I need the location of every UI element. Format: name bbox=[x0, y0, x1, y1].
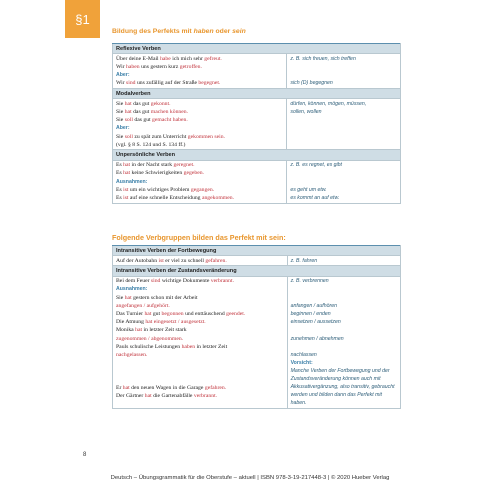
verb-highlight: hat bbox=[124, 100, 132, 107]
verb-highlight: eingesetzt / ausgesetzt. bbox=[153, 319, 206, 326]
verb-highlight: hat bbox=[145, 319, 153, 326]
example-line bbox=[116, 376, 284, 384]
note-line: sich (D) begegnen bbox=[290, 80, 333, 87]
example-text: die Gartenabfälle bbox=[151, 392, 194, 399]
verb-highlight: hat bbox=[144, 310, 152, 317]
example-text: uns zufällig auf der Straße bbox=[135, 80, 199, 87]
example-line bbox=[116, 194, 283, 202]
verb-highlight: verbrannt. bbox=[210, 278, 234, 285]
note-line bbox=[290, 71, 397, 79]
verb-highlight: zugenommen / abgenommen. bbox=[116, 335, 184, 342]
example-text: Er bbox=[116, 384, 123, 391]
example-text: das gut bbox=[131, 108, 151, 115]
example-text: Sie bbox=[116, 133, 125, 140]
section-heading-perfekt bbox=[112, 28, 246, 35]
verb-highlight: angefangen / aufgehört. bbox=[116, 302, 170, 309]
example-line bbox=[116, 359, 284, 367]
verb-highlight: haben bbox=[181, 343, 196, 350]
verb-highlight: gegangen. bbox=[190, 186, 215, 193]
note-line bbox=[290, 178, 397, 186]
verb-highlight: nachgelassen. bbox=[116, 351, 148, 358]
example-line bbox=[116, 71, 283, 79]
verb-highlight: getroffen. bbox=[179, 63, 202, 70]
verb-highlight: hat bbox=[144, 392, 152, 399]
example-text: in letzter Zeit stark bbox=[142, 327, 187, 334]
example-cell bbox=[113, 276, 288, 408]
note-line: z. B. verbrennen bbox=[290, 278, 329, 285]
verb-highlight: geendet. bbox=[226, 310, 246, 317]
example-line bbox=[116, 257, 284, 265]
example-line bbox=[116, 367, 284, 375]
example-text: in der Nacht stark bbox=[130, 162, 174, 169]
example-line bbox=[116, 326, 284, 334]
heading-em-haben: haben bbox=[193, 28, 214, 35]
verb-highlight: habe bbox=[160, 55, 171, 62]
example-text: Es bbox=[116, 170, 124, 177]
example-text: das gut bbox=[131, 100, 151, 107]
verb-highlight: sind bbox=[126, 80, 136, 87]
verb-highlight: ist bbox=[158, 257, 164, 264]
verb-highlight: begonnen bbox=[161, 310, 184, 317]
verb-highlight: soll bbox=[124, 133, 133, 140]
example-line bbox=[116, 116, 283, 124]
example-cell bbox=[113, 160, 287, 203]
exception-label: Ausnahmen: bbox=[116, 286, 148, 293]
example-line bbox=[116, 285, 284, 293]
example-text: in letzter Zeit bbox=[195, 343, 228, 350]
example-text: Es bbox=[116, 186, 124, 193]
example-line bbox=[116, 302, 284, 310]
example-cell bbox=[113, 99, 287, 150]
verb-highlight: gekommen sein. bbox=[187, 133, 226, 140]
page-number: 8 bbox=[83, 452, 87, 458]
example-text: den neuen Wagen in die Garage bbox=[129, 384, 205, 391]
note-cell bbox=[287, 99, 401, 150]
example-line bbox=[116, 55, 283, 63]
example-line bbox=[116, 161, 283, 169]
example-line bbox=[116, 186, 283, 194]
verb-highlight: begegnet. bbox=[198, 80, 221, 87]
example-text: Das Turnier bbox=[116, 310, 145, 317]
verb-highlight: gefahren. bbox=[204, 384, 227, 391]
note-line bbox=[291, 343, 397, 351]
example-line bbox=[116, 178, 283, 186]
example-text: zu spät zum Unterricht bbox=[132, 133, 188, 140]
note-line: z. B. es regnet, es gibt bbox=[290, 162, 342, 169]
example-text: Über deine E-Mail bbox=[116, 55, 161, 62]
example-text: Sie bbox=[116, 117, 125, 124]
note-cell bbox=[287, 256, 400, 266]
example-text: Pauls schulische Leistungen bbox=[116, 343, 182, 350]
example-text: das gut bbox=[132, 117, 153, 124]
verb-highlight: machen können. bbox=[150, 108, 189, 115]
verb-highlight: hat bbox=[124, 108, 132, 115]
example-text: auf eine schnelle Entscheidung bbox=[128, 194, 202, 201]
section-badge: §1 bbox=[65, 0, 100, 38]
verb-highlight: sind bbox=[150, 278, 161, 285]
example-text: uns gestern kurz bbox=[139, 63, 180, 70]
example-line bbox=[116, 124, 283, 132]
verb-highlight: gekonnt. bbox=[150, 100, 171, 107]
table-verbgruppen-sein bbox=[112, 245, 401, 409]
page-footer: Deutsch – Übungsgrammatik für die Oberstufe – aktuell | ISBN 978-3-19-217448-3 | © 2020 Hueber Verlag bbox=[110, 475, 390, 481]
verb-highlight: hat bbox=[123, 170, 131, 177]
verb-highlight: hat bbox=[122, 384, 130, 391]
heading-em-sein: sein bbox=[232, 28, 246, 35]
note-line: es geht um etw. bbox=[290, 186, 327, 193]
note-line bbox=[290, 169, 397, 177]
verb-highlight: hat bbox=[123, 162, 131, 169]
example-text: Wir bbox=[116, 63, 127, 70]
verb-highlight: haben bbox=[126, 63, 140, 70]
example-line bbox=[116, 294, 284, 302]
note-line: z. B. fahren bbox=[290, 257, 318, 264]
table-section-header: Reflexive Verben bbox=[113, 44, 401, 54]
example-line bbox=[116, 79, 283, 87]
verb-highlight: ist bbox=[123, 194, 129, 201]
note-line bbox=[291, 326, 397, 334]
note-cell bbox=[287, 160, 401, 203]
example-text: Monika bbox=[116, 327, 136, 334]
example-text: Wir bbox=[116, 80, 127, 87]
note-line: sollen, wollen bbox=[290, 108, 322, 115]
note-line: nachlassen bbox=[290, 351, 317, 358]
example-text: Der Gärtner bbox=[116, 392, 145, 399]
example-text: ich mich sehr bbox=[170, 55, 205, 62]
note-line bbox=[291, 294, 397, 302]
caution-text: Manche Verben der Fortbewegung und der Zustandsveränderung können auch mit Akkusativergänzung, also transitiv, gebraucht werden und bilden dann das Perfekt mit haben. bbox=[290, 368, 395, 407]
example-line bbox=[116, 310, 284, 318]
verb-highlight: gegeben. bbox=[183, 170, 204, 177]
example-text: und enttäuschend bbox=[183, 310, 227, 317]
example-text: Die Atmung bbox=[116, 319, 146, 326]
example-text: Es bbox=[116, 194, 124, 201]
section-heading-sein: Folgende Verbgruppen bilden das Perfekt mit sein: bbox=[112, 233, 286, 242]
verb-highlight: verbrannt. bbox=[193, 392, 218, 399]
example-line bbox=[116, 335, 284, 343]
example-text: gut bbox=[151, 310, 162, 317]
example-text: Sie bbox=[116, 108, 125, 115]
caution-label: Vorsicht: bbox=[290, 360, 313, 367]
note-line: einsetzen / aussetzen bbox=[290, 319, 341, 326]
example-line bbox=[116, 318, 284, 326]
note-line bbox=[291, 285, 397, 293]
example-text: (vgl. § 8 S. 124 und S. 134 ff.) bbox=[116, 141, 186, 148]
verb-highlight: geregnet. bbox=[173, 162, 195, 169]
table-section-header: Intransitive Verben der Zustandsveränderung bbox=[113, 266, 401, 276]
example-line bbox=[116, 141, 283, 149]
example-line bbox=[116, 63, 283, 71]
example-line bbox=[116, 133, 283, 141]
example-line bbox=[116, 169, 283, 177]
table-section-header: Modalverben bbox=[113, 89, 401, 99]
example-line bbox=[116, 108, 283, 116]
verb-highlight: hat bbox=[135, 327, 143, 334]
verb-highlight: gemacht haben. bbox=[152, 117, 188, 124]
verb-highlight: soll bbox=[124, 117, 133, 124]
heading-text: Bildung des Perfekts mit bbox=[112, 28, 194, 35]
example-line bbox=[116, 392, 284, 400]
example-line bbox=[116, 351, 284, 359]
exception-label: Ausnahmen: bbox=[116, 178, 148, 185]
example-cell bbox=[113, 256, 288, 266]
verb-highlight: hat bbox=[124, 294, 132, 301]
table-section-header: Unpersönliche Verben bbox=[113, 150, 401, 160]
example-line bbox=[116, 384, 284, 392]
example-text: um ein wichtiges Problem bbox=[128, 186, 191, 193]
note-line: es kommt an auf etw. bbox=[290, 194, 340, 201]
heading-text: oder bbox=[213, 28, 233, 35]
example-text: wichtige Dokumente bbox=[160, 278, 211, 285]
example-text: er viel zu schnell bbox=[163, 257, 206, 264]
exception-label: Aber: bbox=[116, 125, 130, 132]
example-text: Auf der Autobahn bbox=[116, 257, 159, 264]
note-line: beginnen / enden bbox=[290, 310, 331, 317]
example-cell bbox=[113, 54, 287, 89]
verb-highlight: ist bbox=[123, 186, 129, 193]
table-haben-oder-sein bbox=[112, 43, 401, 204]
note-line: dürfen, können, mögen, müssen, bbox=[290, 100, 367, 107]
verb-highlight: gefahren. bbox=[205, 257, 227, 264]
example-line bbox=[116, 277, 284, 285]
note-line bbox=[290, 63, 397, 71]
note-cell bbox=[287, 276, 400, 408]
example-text: Es bbox=[116, 162, 124, 169]
table-section-header: Intransitive Verben der Fortbewegung bbox=[113, 246, 401, 256]
verb-highlight: gefreut. bbox=[204, 55, 222, 62]
example-text: keine Schwierigkeiten bbox=[130, 170, 184, 177]
example-text: Sie bbox=[116, 294, 125, 301]
note-line: z. B. sich freuen, sich treffen bbox=[290, 55, 356, 62]
example-line bbox=[116, 343, 284, 351]
example-text: Sie bbox=[116, 100, 125, 107]
note-line: anfangen / aufhören bbox=[290, 302, 338, 309]
verb-highlight: angekommen. bbox=[201, 194, 234, 201]
exception-label: Aber: bbox=[116, 72, 130, 79]
note-cell bbox=[287, 54, 401, 89]
example-line bbox=[116, 100, 283, 108]
note-line: zunehmen / abnehmen bbox=[290, 335, 344, 342]
example-text: Bei dem Feuer bbox=[116, 278, 151, 285]
example-text: gestern schon mit der Arbeit bbox=[131, 294, 198, 301]
